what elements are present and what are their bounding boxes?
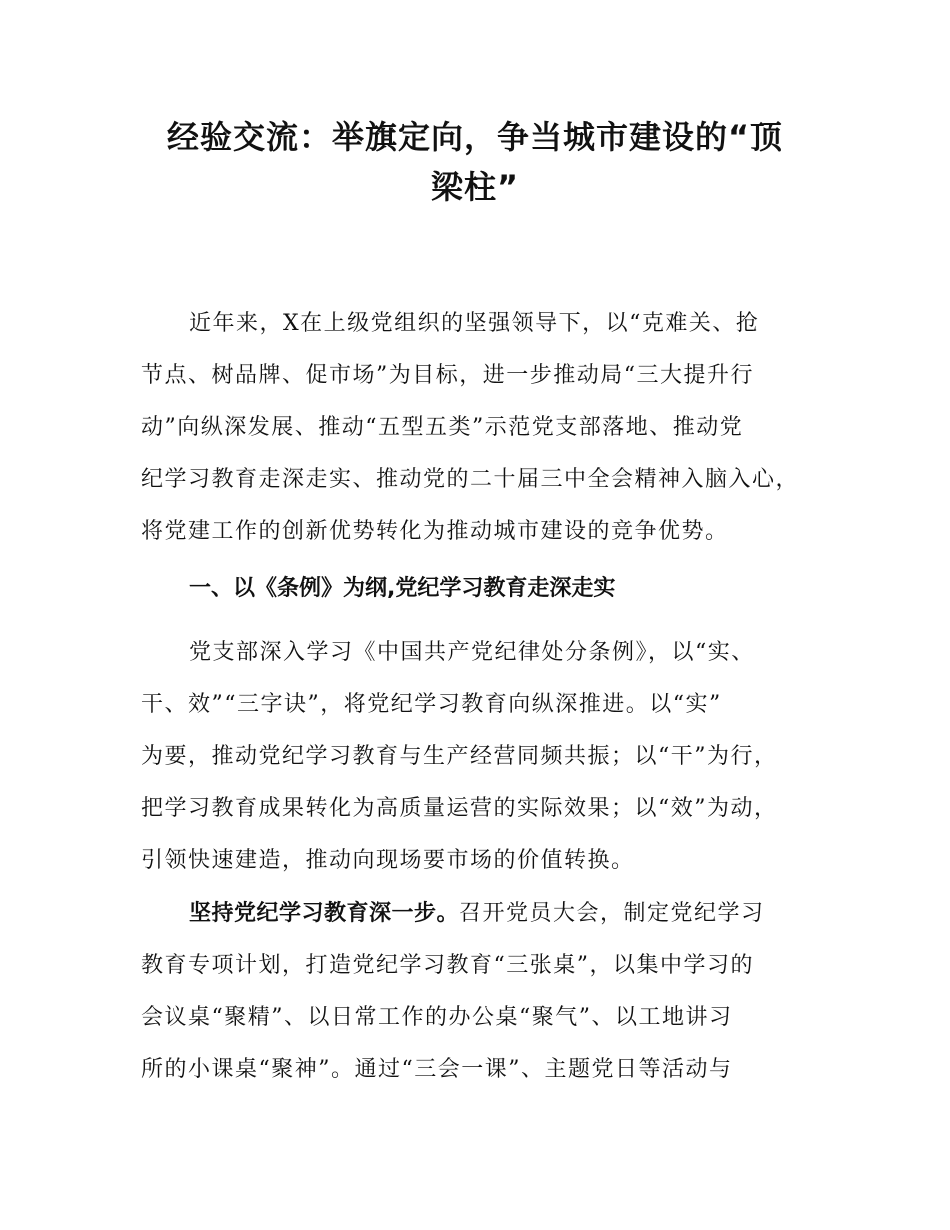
paragraph-line: 节点、树品牌、促市场”为目标，进一步推动局“三大提升行 xyxy=(141,363,754,388)
paragraph-line: 将党建工作的创新优势转化为推动城市建设的竞争优势。 xyxy=(141,519,729,544)
paragraph-line xyxy=(141,888,813,940)
paragraph-line: 引领快速建造，推动向现场要市场的价值转换。 xyxy=(141,848,635,873)
paragraph-section-1 xyxy=(141,627,813,887)
paragraph-line: 教育专项计划，打造党纪学习教育“三张桌”，以集中学习的 xyxy=(141,953,754,978)
paragraph-line: 纪学习教育走深走实、推动党的二十届三中全会精神入脑入心， xyxy=(141,467,800,492)
title-line-2: 梁柱” xyxy=(430,168,520,206)
paragraph-section-1-sub xyxy=(141,888,813,1096)
paragraph-line: 党支部深入学习《中国共产党纪律处分条例》，以“实、 xyxy=(189,640,755,665)
paragraph-line: 动”向纵深发展、推动“五型五类”示范党支部落地、推动党 xyxy=(141,415,744,440)
paragraph-lead-bold: 坚持党纪学习教育深一步。 xyxy=(189,901,460,926)
paragraph-line: 所的小课桌“聚神”。通过“三会一课”、主题党日等活动与 xyxy=(141,1057,733,1082)
paragraph-lead-rest: 召开党员大会，制定党纪学习 xyxy=(459,901,765,926)
paragraph-line: 为要，推动党纪学习教育与生产经营同频共振；以“干”为行， xyxy=(141,744,778,769)
paragraph-line: 会议桌“聚精”、以日常工作的办公桌“聚气”、以工地讲习 xyxy=(141,1005,733,1030)
paragraph-intro xyxy=(141,298,813,558)
paragraph-line: 把学习教育成果转化为高质量运营的实际效果；以“效”为动， xyxy=(141,796,778,821)
document-title xyxy=(140,112,810,212)
paragraph-line: 近年来，X在上级党组织的坚强领导下，以“克难关、抢 xyxy=(189,311,760,336)
title-line-1: 经验交流：举旗定向，争当城市建设的“顶 xyxy=(166,118,784,156)
section-heading-1: 一、以《条例》为纲,党纪学习教育走深走实 xyxy=(189,576,616,601)
paragraph-line: 干、效”“三字诀”，将党纪学习教育向纵深推进。以“实” xyxy=(141,692,722,717)
